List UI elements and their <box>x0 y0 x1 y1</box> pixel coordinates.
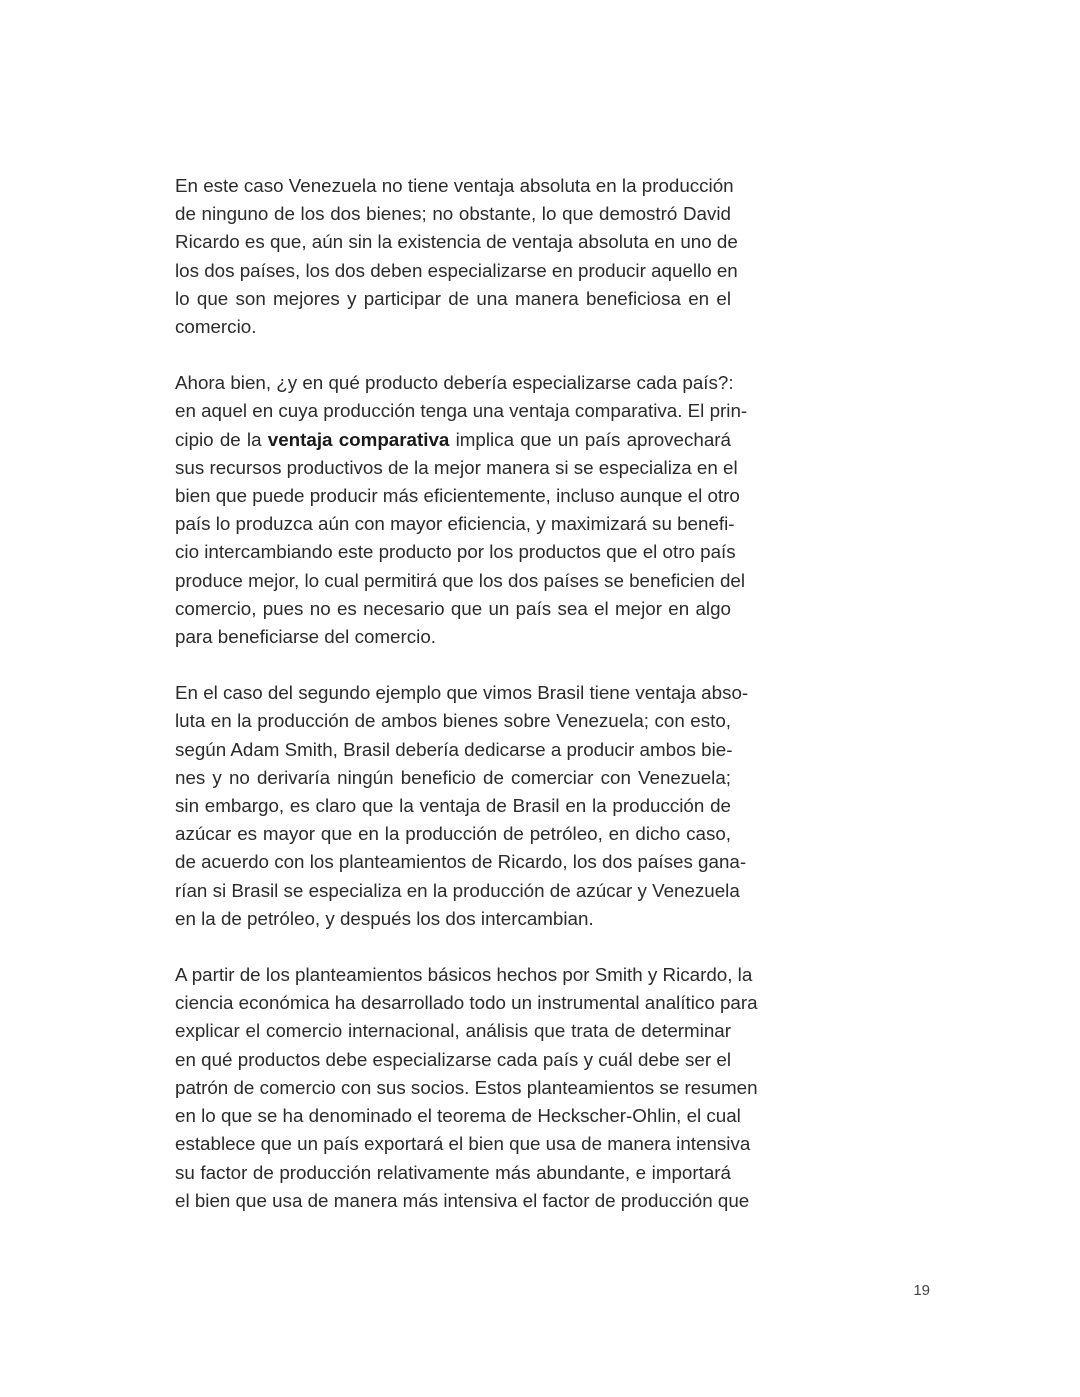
text-line: azúcar es mayor que en la producción de petróleo, en dicho caso, <box>175 823 731 845</box>
text-line: comercio. <box>175 316 257 338</box>
text-line: explicar el comercio internacional, análisis que trata de determinar <box>175 1020 731 1042</box>
text-line: sin embargo, es claro que la ventaja de Brasil en la producción de <box>175 795 731 817</box>
text-line: A partir de los planteamientos básicos hechos por Smith y Ricardo, la <box>175 964 753 986</box>
page-number: 19 <box>913 1282 930 1299</box>
body-text <box>175 172 758 1243</box>
text-line: los dos países, los dos deben especializarse en producir aquello en <box>175 259 738 281</box>
text-line: país lo produzca aún con mayor eficiencia, y maximizará su benefi- <box>175 513 735 535</box>
text-line: el bien que usa de manera más intensiva el factor de producción que <box>175 1189 750 1211</box>
text-line: ciencia económica ha desarrollado todo un instrumental analítico para <box>175 992 758 1014</box>
text-line: cio intercambiando este producto por los productos que el otro país <box>175 541 736 563</box>
paragraph <box>175 961 758 1215</box>
text-line: luta en la producción de ambos bienes sobre Venezuela; con esto, <box>175 710 731 732</box>
text-line: según Adam Smith, Brasil debería dedicarse a producir ambos bie- <box>175 738 733 760</box>
text-line: su factor de producción relativamente más abundante, e importará <box>175 1161 731 1183</box>
text-line: de acuerdo con los planteamientos de Ricardo, los dos países gana- <box>175 851 747 873</box>
text-line: bien que puede producir más eficientemente, incluso aunque el otro <box>175 485 740 507</box>
paragraph <box>175 679 749 933</box>
text-line: en qué productos debe especializarse cada país y cuál debe ser el <box>175 1048 731 1070</box>
text-line: establece que un país exportará el bien que usa de manera intensiva <box>175 1133 751 1155</box>
text-line: rían si Brasil se especializa en la producción de azúcar y Venezuela <box>175 879 740 901</box>
text-line: en la de petróleo, y después los dos intercambian. <box>175 907 594 929</box>
text-run: cipio de la <box>175 428 268 450</box>
text-line <box>175 426 731 454</box>
text-line: lo que son mejores y participar de una manera beneficiosa en el <box>175 287 731 309</box>
text-run: implica que un país aprovechará <box>449 428 731 450</box>
paragraph <box>175 369 748 651</box>
text-line: en aquel en cuya producción tenga una ventaja comparativa. El prin- <box>175 400 748 422</box>
text-line: Ahora bien, ¿y en qué producto debería especializarse cada país?: <box>175 372 734 394</box>
text-line: patrón de comercio con sus socios. Estos planteamientos se resumen <box>175 1076 758 1098</box>
text-line: En este caso Venezuela no tiene ventaja absoluta en la producción <box>175 175 734 196</box>
text-line: Ricardo es que, aún sin la existencia de ventaja absoluta en uno de <box>175 231 738 253</box>
paragraph <box>175 172 738 341</box>
text-line: para beneficiarse del comercio. <box>175 626 436 648</box>
text-line: En el caso del segundo ejemplo que vimos Brasil tiene ventaja abso- <box>175 682 749 704</box>
text-line: sus recursos productivos de la mejor manera si se especializa en el <box>175 456 738 478</box>
text-line: de ninguno de los dos bienes; no obstante, lo que demostró David <box>175 203 731 225</box>
bold-term: ventaja comparativa <box>267 428 450 450</box>
text-line: en lo que se ha denominado el teorema de Heckscher-Ohlin, el cual <box>175 1105 741 1127</box>
text-line: comercio, pues no es necesario que un país sea el mejor en algo <box>175 597 731 619</box>
text-line: produce mejor, lo cual permitirá que los dos países se beneficien del <box>175 569 746 591</box>
text-line: nes y no derivaría ningún beneficio de comerciar con Venezuela; <box>175 766 731 788</box>
